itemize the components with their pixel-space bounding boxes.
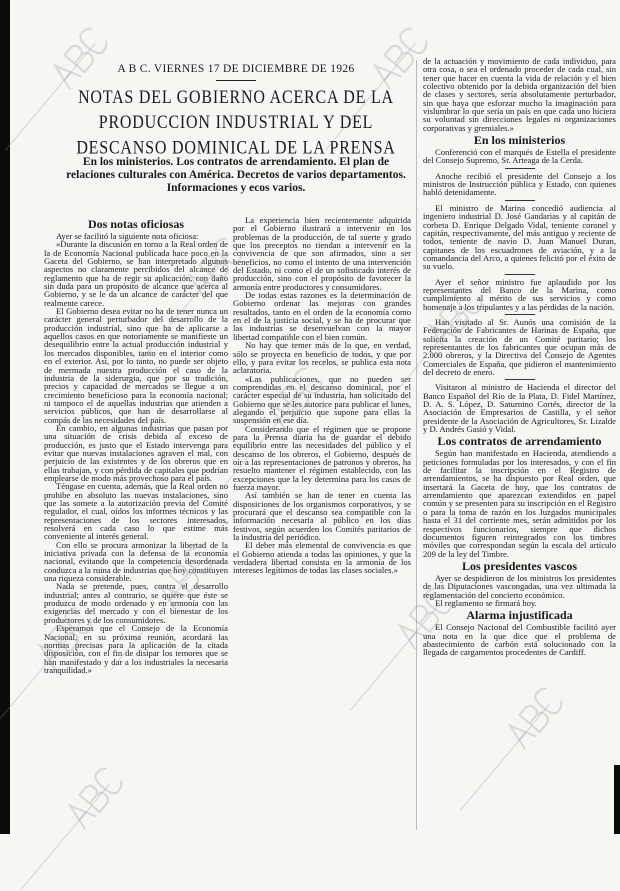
article-paragraph: Anoche recibió el presidente del Consejo a los ministros de Instrucción pública y Estado, con quienes habló detenidamente. xyxy=(423,170,616,198)
page-header xyxy=(60,62,412,210)
article-paragraph: La experiencia bien recientemente adquirida por el Gobierno ilustrará a intervenir en los problemas de la producción, de tal suerte y grado que los preceptos no tiendan a intervenir en la convivencia de que son afirmados, sino a ser beneficios, no como el intento de una intervención del Estado, ni como el de un sofisticado interés de producción, sino con el propósito de favorecer la armonía entre productores y consumidores. xyxy=(233,216,411,292)
article-paragraph: Ayer el señor ministro fue aplaudido por los representantes del Banco de la Marina, como cumplimiento al mérito de sus servicios y como homenaje a los tripulantes y a las pérdidas de la nación. xyxy=(423,276,616,312)
article-paragraph: Nada se pretende, pues, contra el desarrollo industrial; antes al contrario, se quiere que éste se produzca de modo ordenado y en armonía con las exigencias del mercado y con el bienestar de los productores y de los consumidores. xyxy=(44,581,228,625)
paragraph-divider xyxy=(505,274,535,275)
article-paragraph: Según han manifestado en Hacienda, atendiendo a peticiones formuladas por los interesados, y con el fin de facilitar la inscripción en el Registro de arrendamientos, se ha dispuesto por Real orden, que insertará la Gaceta de hoy, que los contratos de arrendamiento que aparezcan extendidos en papel común y se presenten para su inscripción en el Registro o para la toma de razón en los Juzgados municipales hasta el 31 del corriente mes, serán admitidos por los respectivos funcionarios, siempre que dichos documentos figuren reintegrados con los timbres móviles que correspondan según la escala del artículo 209 de la ley del Timbre. xyxy=(423,448,616,559)
section-heading: Dos notas oficiosas xyxy=(87,217,184,231)
article-paragraph: El Consejo Nacional del Combustible facilitó ayer una nota en la que dice que el problema de abastecimiento de carbón está solucionado con la llegada de cargamentos procedentes de Cardiff. xyxy=(423,622,616,658)
masthead-divider xyxy=(216,80,256,81)
page-masthead: A B C. VIERNES 17 DE DICIEMBRE DE 1926 xyxy=(117,63,355,75)
paragraph-divider xyxy=(505,200,535,201)
section-heading: En los ministerios xyxy=(473,133,566,148)
article-paragraph: Considerando que el régimen que se propone para la Prensa diaria ha de guardar el debido equilibrio entre las necesidades del público y el descanso de los obreros, el Gobierno, después de oír a las representaciones de patronos y obreros, ha resuelto mantener el régimen establecido, con las excepciones que la ley determina para los casos de fuerza mayor. xyxy=(233,423,411,492)
section-heading: Los presidentes vascos xyxy=(461,558,578,573)
article-paragraph: El deber más elemental de convivencia es que el Gobierno atienda a todas las opiniones, y que la verdadera libertad consista en la armonía de los intereses legítimos de todas las clases sociales.» xyxy=(233,540,411,576)
column-divider xyxy=(416,60,417,830)
article-paragraph: El reglamento se firmará hoy. xyxy=(435,597,537,608)
paragraph-divider xyxy=(505,168,535,169)
headline: NOTAS DEL GOBIERNO ACERCA DE LA PRODUCCION INDUSTRIAL Y DEL DESCANSO DOMINICAL DE LA PRENSA xyxy=(76,87,396,159)
article-paragraph: El Gobierno desea evitar no ha de tener nunca un carácter general perturbador del desarrollo de la producción industrial, sino que ha de aplicarse a aquellos casos en que notoriamente se manifieste un desequilibrio entre la actual producción industrial y los mercados disponibles, tanto en el interior como en el exterior. Así, por lo tanto, no puede ser objeto de mermada nuestra producción el caso de la industria de la siderurgia, que por su tradición, precios y capacidad de mercados se llegue a un crecimiento beneficioso para la economía nacional; ni tampoco el de aquellas industrias que atienden a servicios públicos, que han de desarrollarse al compás de las necesidades del país. xyxy=(44,306,228,425)
article-paragraph: Conferenció con el marqués de Estella el presidente del Consejo Supremo, Sr. Arteaga de la Cerda. xyxy=(423,147,616,166)
subheadline: En los ministerios. Los contratos de arrendamiento. El plan de relaciones culturales con América. Decretos de varios departamentos. Informaciones y ecos varios. xyxy=(66,156,406,194)
article-paragraph: «Durante la discusión en torno a la Real orden de la de Economía Nacional publicada hace poco en la Gaceta del Gobierno, se han interpretado algunos aspectos no claramente percibidos del alcance de reglamento que ha de regir su aplicación, con daño sin duda para un propósito de alcance que acerca al Gobierno, y se le da un alcance de carácter del que realmente carece. xyxy=(44,239,228,308)
column-3 xyxy=(423,57,616,802)
article-paragraph: El ministro de Marina concedió audiencia al ingeniero industrial D. José Gandarias y al capitán de corbeta D. Enrique Delgado Vidal, teniente coronel y capitán, respectivamente, del más antiguo y reciente de todos, teniente de navío D. Juan Manuel Duran, capitanes de los escuadrones de aviación, y a la comandancia del Arco, a quienes felicitó por el éxito de su vuelo. xyxy=(423,202,616,272)
article-paragraph: «Las publicaciones, que no pueden ser comprendidas en el descanso dominical, por el carácter especial de su industria, han solicitado del Gobierno que se les autorice para publicar el lunes, alegando el perjuicio que supone para ellas la suspensión en ese día. xyxy=(233,373,411,426)
article-paragraph: Han visitado al Sr. Aunós una comisión de la Federación de Fabricantes de Harinas de España, que solicita la creación de un Comité paritario; los representantes de los fabricantes que ocupan más de 2.000 obreros, y la Directiva del Consejo de Agentes Comerciales de España, que pidieron el mantenimiento del decreto de enero. xyxy=(423,316,616,377)
section-heading: Alarma injustificada xyxy=(466,608,573,623)
article-paragraph: Esperamos que el Consejo de la Economía Nacional, en su próxima reunión, acordará las normas precisas para la aplicación de la citada disposición, con el fin de disipar los temores que se han manifestado y dar a los industriales la necesaria tranquilidad.» xyxy=(44,623,228,675)
article-paragraph: de la actuación y movimiento de cada individuo, para otra cosa, o sea el ordenado proceder de cada cual, sin tener que hacer en cuenta la vida de relación y el bien colectivo obtenido por la debida organización del bien de clases y sectores, sería absolutamente perturbador, sin que haya que esforzar mucho la imaginación para vislumbrar lo que sería un país en que cada uno hiciera su voluntad sin direcciones legales ni organizaciones corporativas y gremiales.» xyxy=(423,57,616,133)
column-1 xyxy=(44,216,228,831)
column-2 xyxy=(233,216,411,831)
article-paragraph: Ayer se facilitó la siguiente nota oficiosa: xyxy=(56,231,199,241)
paragraph-divider xyxy=(505,379,535,380)
article-paragraph: Así también se han de tener en cuenta las disposiciones de los organismos corporativos, y se procurará que el descanso sea compatible con la información necesaria al público en los días festivos, según acuerden los Comités paritarios de la industria del periódico. xyxy=(233,490,411,543)
scan-edge-left xyxy=(0,0,10,834)
article-paragraph: Téngase en cuenta, además, que la Real orden no prohibe en absoluto las nuevas instalaciones, sino que las somete a la autorización previa del Comité regulador, el cual, oídos los informes técnicos y las representaciones de los sectores interesados, resolverá en cada caso lo que estime más conveniente al interés general. xyxy=(44,481,228,542)
section-heading: Los contratos de arrendamiento xyxy=(437,434,602,449)
article-paragraph: En cambio, en algunas industrias que pasan por una situación de crisis debida al exceso de producción, es justo que el Estado intervenga para evitar que nuevas instalaciones agraven el mal, con perjuicio de las existentes y de los obreros que en ellas trabajan, y con pérdida de capitales que podrían emplearse de modo más provechoso para el país. xyxy=(44,422,228,483)
paragraph-divider xyxy=(505,314,535,315)
article-paragraph: Visitaron al ministro de Hacienda el director del Banco Español del Río de la Plata, D. Fidel Martínez, D. A. S. López, D. Saturnino Cortés, director de la Asociación de Empresarios de Castilla, y el señor presidente de la Asociación de Agricultores, Sr. Lizalde y D. Andrés Gasió y Vidal. xyxy=(423,382,616,435)
article-paragraph: Con ello se procura armonizar la libertad de la iniciativa privada con la defensa de la economía nacional, evitando que la competencia desordenada conduzca a la ruina de industrias que hoy constituyen una riqueza considerable. xyxy=(44,539,228,584)
article-paragraph: Ayer se despidieron de los ministros los presidentes de las Diputaciones vascongadas, una vez ultimada la reglamentación del concierto económico. xyxy=(423,572,616,600)
article-paragraph: De todas estas razones es la determinación de Gobierno ordenar las mejoras con grandes resultados, tanto en el orden de la economía como en el de la justicia social, y se ha de procurar que las industrias se desenvuelvan con la mayor libertad compatible con el bien común. xyxy=(233,290,411,342)
article-paragraph: No hay que temer más de lo que, en verdad, sólo se proyecta en beneficio de todos, y que por ello, y para evitar los recelos, se publica esta nota aclaratoria. xyxy=(233,340,411,376)
